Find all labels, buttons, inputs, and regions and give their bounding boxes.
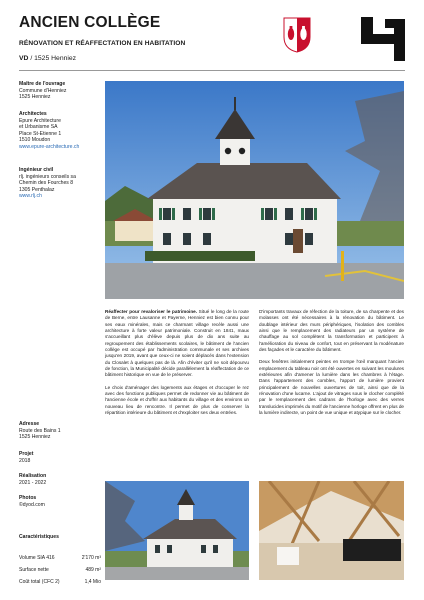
architects-line: Epure Architecture [19,117,61,124]
location [19,55,76,62]
realisation-heading: Réalisation [19,473,47,479]
project-block [19,451,101,464]
engineer-line: 1305 Penthalaz [19,186,55,193]
engineer-heading: Ingénieur civil [19,167,54,173]
photos-heading: Photos [19,495,37,501]
spec-value: 1,4 Mio [84,579,101,585]
address-line: Route des Bains 1 [19,427,61,434]
spec-label: Surface nette [19,567,49,573]
project-value: 2018 [19,457,31,464]
spec-value: 489 m² [85,567,101,573]
header-divider [19,70,405,71]
paragraph [105,309,249,379]
engineer-line: Chemin des Fourches 8 [19,180,74,186]
specs-heading-block [19,534,101,541]
owner-heading: Maître de l'ouvrage [19,81,66,87]
spec-row [19,564,101,576]
architects-line: Place St-Etienne 1 [19,130,62,137]
realisation-value: 2021 - 2022 [19,479,47,486]
owner-line: Commune d'Henniez [19,87,67,94]
realisation-block [19,473,101,486]
address-heading: Adresse [19,421,40,427]
architects-heading: Architectes [19,111,47,117]
architects-line: 1510 Moudon [19,137,51,143]
engineer-block [19,167,101,200]
architects-block [19,111,101,150]
paragraph-lead: Réaffecter pour revaloriser le patrimoine. [105,309,198,314]
spec-row [19,552,101,564]
address-block [19,421,101,441]
page-subtitle: RÉNOVATION ET RÉAFFECTATION EN HABITATION [19,40,186,47]
article-column-2 [259,309,404,423]
main-building-photo [105,81,404,299]
article-column-1 [105,309,249,423]
paragraph: Deux fenêtres initialement peintes en trompe l'œil marquant l'ancien emplacement du tableau noir ont été ouvertes en suivant les moulures extérieures afin d'amener la lumière dans les chambres à l'étage. Dans l'appartement des combles, l'apport de lumière provient principalement de nouvelles ouvertures de toit, ainsi que de la rénovation d'une lucarne. L'ajout de vitrages sous le clocher complété par le remplacement des cadrans de l'horloge avec des verres translucides imprimés du motif de l'ancienne horloge offrent en plus de la lumière indirecte, un point de vue unique et atypique sur le clocher. [259,359,404,416]
project-heading: Projet [19,451,34,457]
page-title: ANCIEN COLLÈGE [19,14,161,31]
interior-attic-photo [259,481,404,580]
architects-link[interactable]: www.epure-architecture.ch [19,143,80,150]
spec-value: 2'170 m³ [81,555,101,561]
specs-table [19,552,101,588]
owner-block [19,81,101,101]
location-canton: VD [19,55,29,62]
paragraph: D'importants travaux de réfection de la toiture, de sa charpente et des molasses ont été nécessaires à la rénovation du bâtiment. Le doublage intérieur des murs périphériques, l'isolation des combles ainsi que le remplacement des radiateurs par un système de chauffage au sol complètent la transformation et participent à l'amélioration du niveau de confort, tout en préservant la modénature des façades et le caractère du bâtiment. [259,309,404,353]
publisher-logo-icon [361,17,405,61]
owner-line: 1525 Henniez [19,94,51,100]
paragraph-text: Le choix d'aménager des logements aux étages et d'occuper le rez avec des fonctions publiques permet de redonner vie au bâtiment de l'ancienne école et d'offrir aux habitants du village et des environs un nouveau lieu de rencontre. Il permet de plus de conserver la répartition intérieure du bâtiment et d'exploiter ses deux entrées. [105,384,249,416]
spec-label: Coût total (CFC 2) [19,579,60,585]
photos-block [19,495,101,508]
engineer-line: rlj. ingénieurs conseils sa [19,173,76,180]
exterior-photo [105,481,249,580]
spec-row [19,576,101,588]
engineer-link[interactable]: www.rlj.ch [19,193,42,199]
specs-heading: Caractéristiques [19,534,59,540]
architects-line: et Urbanisme SA [19,124,58,130]
paragraph [105,385,249,417]
coat-of-arms-icon [283,17,311,53]
location-town: / 1525 Henniez [28,55,77,62]
spec-label: Volume SIA 416 [19,555,55,561]
paragraph-text: Situé le long de la route de Berne, entre Lausanne et Payerne, Henniez est bien connu pour ses eaux minérales, mais ce charmant village recèle aussi une architecture à forte valeur patrimoniale. Construit en 1841, maux s'accueillant plus d'élève depuis plus de dix ans suite au regroupement des établissements scolaires, le bâtiment de l'ancien collège est occupé par l'administration communale et ses archives jusqu'en 2019, avant que ceux-ci ne soient déplacés dans l'extension du Closalet à quelques pas de là. Afin d'éviter qu'il ne soit dépourvu de fonction, la Municipalité décide parallèlement la réaffectation de ce bâtiment historique en vue de le préserver. [105,309,249,378]
address-line: 1525 Henniez [19,434,51,440]
photos-value: ©dyod.com [19,501,45,508]
